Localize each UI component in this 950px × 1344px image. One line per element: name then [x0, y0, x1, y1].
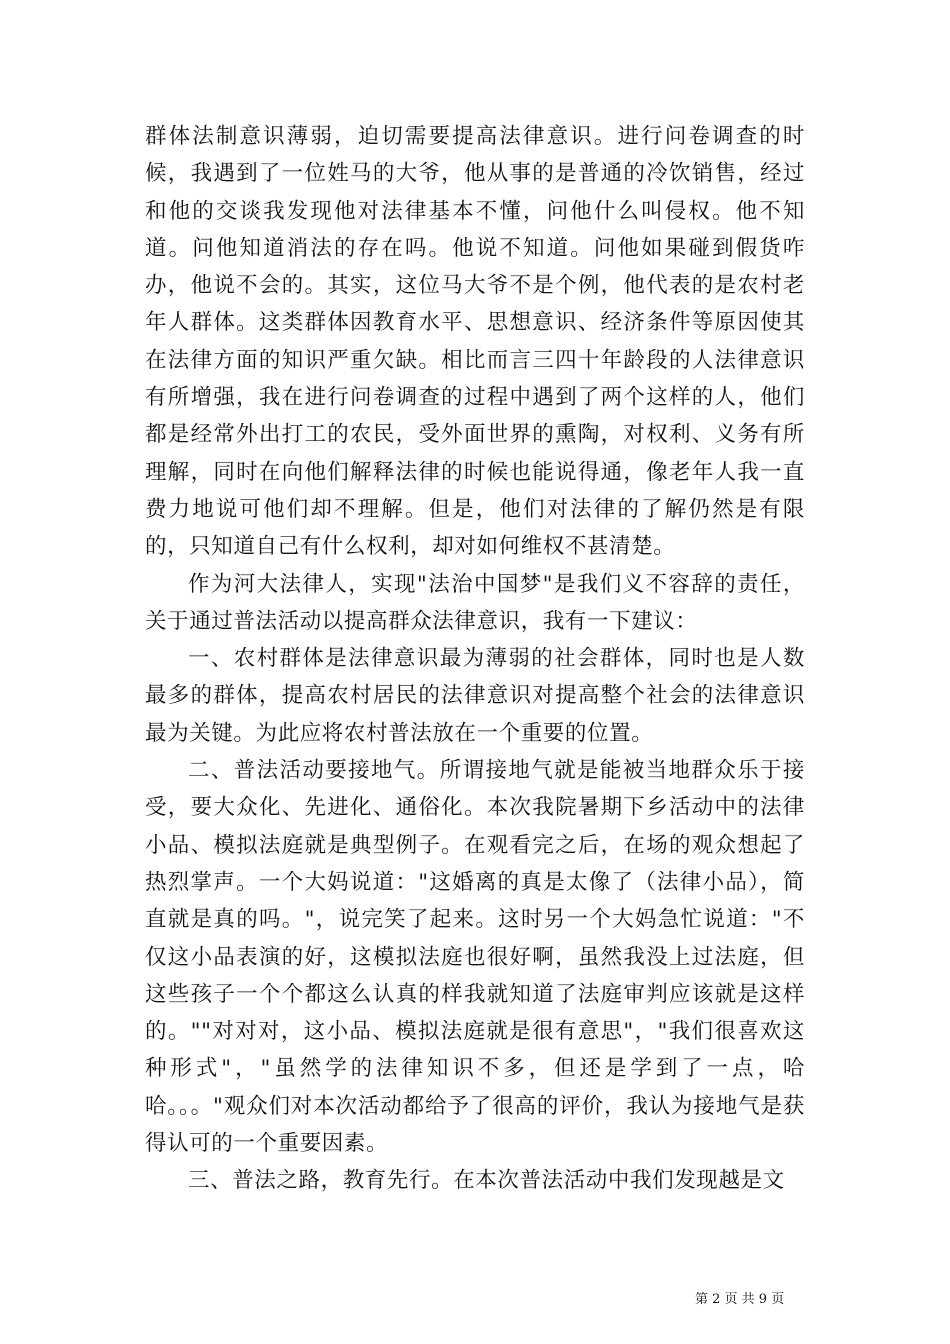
paragraph-4: 二、普法活动要接地气。所谓接地气就是能被当地群众乐于接受，要大众化、先进化、通俗化。本次我院暑期下乡活动中的法律小品、模拟法庭就是典型例子。在观看完之后，在场的观众想起了热烈掌声。一个大妈说道："这婚离的真是太像了（法律小品），简直就是真的吗。"，说完笑了起来。这时另一个大妈急忙说道："不仅这小品表演的好，这模拟法庭也很好啊，虽然我没上过法庭，但这些孩子一个个都这么认真的样我就知道了法庭审判应该就是这样的。""对对对，这小品、模拟法庭就是很有意思"，"我们很喜欢这种形式"，"虽然学的法律知识不多，但还是学到了一点，哈哈。。。"观众们对本次活动都给予了很高的评价，我认为接地气是获得认可的一个重要因素。 — [145, 758, 805, 1157]
body-text — [145, 118, 805, 1200]
paragraph-1: 群体法制意识薄弱，迫切需要提高法律意识。进行问卷调查的时候，我遇到了一位姓马的大爷，他从事的是普通的冷饮销售，经过和他的交谈我发现他对法律基本不懂，问他什么叫侵权。他不知道。问他知道消法的存在吗。他说不知道。问他如果碰到假货咋办，他说不会的。其实，这位马大爷不是个例，他代表的是农村老年人群体。这类群体因教育水平、思想意识、经济条件等原因使其在法律方面的知识严重欠缺。相比而言三四十年龄段的人法律意识有所增强，我在进行问卷调查的过程中遇到了两个这样的人，他们都是经常外出打工的农民，受外面世界的熏陶，对权利、义务有所理解，同时在向他们解释法律的时候也能说得通，像老年人我一直费力地说可他们却不理解。但是，他们对法律的了解仍然是有限的，只知道自己有什么权利，却对如何维权不甚清楚。 — [145, 124, 805, 560]
paragraph-5: 三、普法之路，教育先行。在本次普法活动中我们发现越是文 — [188, 1168, 785, 1194]
paragraph-3: 一、农村群体是法律意识最为薄弱的社会群体，同时也是人数最多的群体，提高农村居民的法律意识对提高整个社会的法律意识最为关键。为此应将农村普法放在一个重要的位置。 — [145, 646, 805, 746]
page-number-footer: 第 2 页 共 9 页 — [695, 1292, 785, 1307]
paragraph-2: 作为河大法律人，实现"法治中国梦"是我们义不容辞的责任，关于通过普法活动以提高群众法律意识，我有一下建议： — [145, 571, 805, 634]
